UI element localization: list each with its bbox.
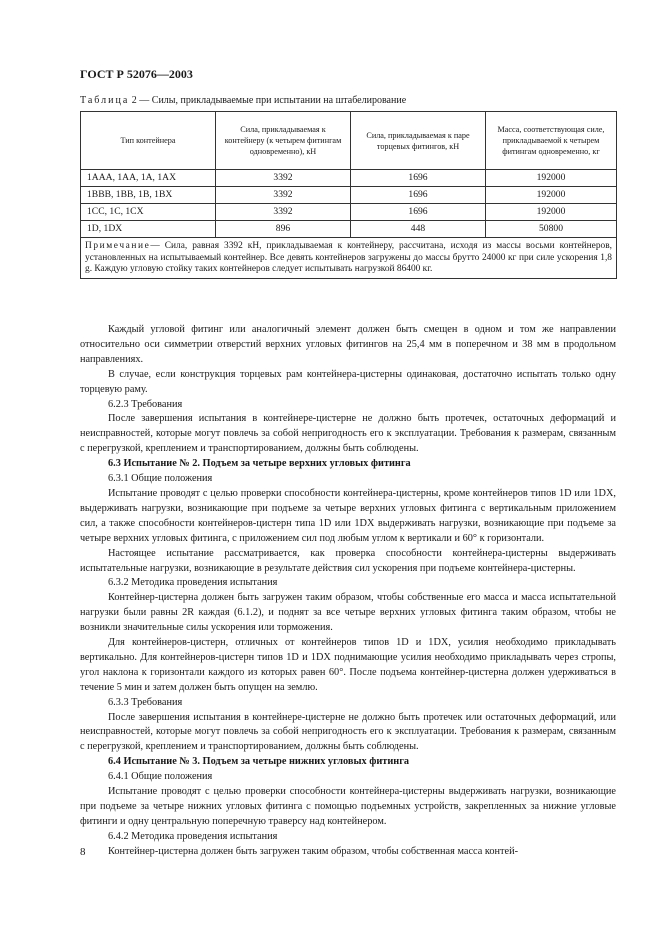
body-paragraph: После завершения испытания в контейнере-цистерне не должно быть протечек или остаточных деформаций, или неисправностей, которые могут повлечь за собой непригодность его к эксплуатации. Требования к размерам, связанным с перегрузкой, креплением и транспортированием, должны быть соблюдены. xyxy=(80,711,616,753)
body-paragraph: После завершения испытания в контейнере-цистерне не должно быть протечек, остаточных деформаций и неисправностей, которые могут повлечь за собой непригодность его к эксплуатации. Требования к размерам, связанным с перегрузкой, креплением и транспортированием, должны быть соблюдены. xyxy=(80,413,616,455)
body-paragraph: 6.4.2 Методика проведения испытания xyxy=(108,830,278,842)
column-header: Сила, прикладываемая к контейнеру (к четырем фитингам одновременно), кН xyxy=(216,112,351,170)
table-cell: 1BBB, 1BB, 1B, 1BX xyxy=(81,187,216,204)
table-cell: 1AAA, 1AA, 1A, 1AX xyxy=(81,170,216,187)
body-paragraph: В случае, если конструкция торцевых рам контейнера-цистерны одинаковая, достаточно испытать только одну торцевую раму. xyxy=(80,368,616,395)
table-cell: 896 xyxy=(216,221,351,238)
table-cell: 1696 xyxy=(351,187,486,204)
table-cell: 192000 xyxy=(486,187,617,204)
body-paragraph: 6.2.3 Требования xyxy=(108,398,183,410)
column-header: Тип контейнера xyxy=(81,112,216,170)
body-paragraph: Испытание проводят с целью проверки способности контейнера-цистерны, кроме контейнеров типов 1D или 1DX, выдерживать нагрузки, возникающие при подъеме за четыре верхних угловых фитинга с вертикальным приложением сил, а также способности контейнеров-цистерн типа 1D или 1DX выдерживать нагрузки, возникающие при подъеме за четыре верхних угловых фитинга, с приложением сил под любым углом к вертикали и 60° к горизонтали. xyxy=(80,487,616,544)
table-cell: 192000 xyxy=(486,204,617,221)
table-caption xyxy=(80,95,406,106)
body-paragraph: Для контейнеров-цистерн, отличных от контейнеров типов 1D и 1DX, усилия необходимо прикладывать вертикально. Для контейнеров-цистерн типов 1D и 1DX поднимающие усилия необходимо прикладывать через стропы, угол наклона к горизонтали каждого из которых равен 60°. После подъема контейнер-цистерна должен удерживаться в течение 5 мин и затем должен быть опущен на землю. xyxy=(80,637,616,693)
table-note xyxy=(81,238,617,279)
table-caption-label: Таблица xyxy=(80,95,130,106)
page-number: 8 xyxy=(80,846,86,858)
table-cell: 1D, 1DX xyxy=(81,221,216,238)
column-header: Сила, прикладываемая к паре торцевых фитингов, кН xyxy=(351,112,486,170)
body-paragraph: Контейнер-цистерна должен быть загружен таким образом, чтобы собственные его масса и масса испытательной нагрузки были равны 2R каждая (6.1.2), и поднят за все четыре верхних угловых фитинга таким образом, чтобы не возникли значительные силы ускорения или торможения. xyxy=(80,592,616,634)
forces-table xyxy=(80,111,617,279)
table-cell: 448 xyxy=(351,221,486,238)
body-paragraph: 6.3.2 Методика проведения испытания xyxy=(108,577,278,589)
body-paragraph: Испытание проводят с целью проверки способности контейнера-цистерны выдерживать нагрузки, возникающие при подъеме за четыре нижних угловых фитинга с помощью подъемных устройств, закрепленных за нижние угловые фитинги и одну центральную поперечную траверсу над контейнером. xyxy=(80,786,616,827)
document-body xyxy=(80,323,616,860)
body-paragraph: 6.3.3 Требования xyxy=(108,696,183,708)
body-paragraph: Настоящее испытание рассматривается, как проверка способности контейнера-цистерны выдерживать испытательные нагрузки, возникающие в результате действия сил ускорения при подъеме контейнера-цистерны. xyxy=(80,547,616,574)
table-row xyxy=(81,170,617,187)
table-cell: 1696 xyxy=(351,170,486,187)
body-paragraph: 6.3.1 Общие положения xyxy=(108,473,213,485)
body-paragraph: 6.4.1 Общие положения xyxy=(108,771,213,783)
table-row xyxy=(81,204,617,221)
table-cell: 50800 xyxy=(486,221,617,238)
section-heading: 6.3 Испытание № 2. Подъем за четыре верхних угловых фитинга xyxy=(108,458,411,470)
body-paragraph: Контейнер-цистерна должен быть загружен таким образом, чтобы собственная масса контей- xyxy=(108,845,519,857)
body-paragraph: Каждый угловой фитинг или аналогичный элемент должен быть смещен в одном и том же направлении относительно оси симметрии отверстий верхних угловых фитингов на 25,4 мм в поперечном и 38 мм в продольном направлениях. xyxy=(80,324,616,365)
document-header: ГОСТ Р 52076—2003 xyxy=(80,67,193,81)
note-text: — Сила, равная 3392 кН, прикладываемая к контейнеру, рассчитана, исходя из массы восьми контейнеров, установленных на испытываемый контейнер. Все девять контейнеров загружены до массы брутто 24000 кг при силе ускорения 1,8 g. Каждую угловую стойку таких контейнеров следует испытывать нагрузкой 86400 кг. xyxy=(85,241,612,275)
note-label: Примечание xyxy=(85,241,151,251)
column-header: Масса, соответствующая силе, прикладываемой к четырем фитингам одновременно, кг xyxy=(486,112,617,170)
table-cell: 3392 xyxy=(216,187,351,204)
table-cell: 192000 xyxy=(486,170,617,187)
table-cell: 3392 xyxy=(216,204,351,221)
table-cell: 3392 xyxy=(216,170,351,187)
section-heading: 6.4 Испытание № 3. Подъем за четыре нижних угловых фитинга xyxy=(108,756,410,768)
table-caption-text: 2 — Силы, прикладываемые при испытании на штабелирование xyxy=(129,95,407,106)
table-row xyxy=(81,221,617,238)
table-cell: 1CC, 1C, 1CX xyxy=(81,204,216,221)
table-note-row xyxy=(81,238,617,279)
table-cell: 1696 xyxy=(351,204,486,221)
table-row xyxy=(81,187,617,204)
